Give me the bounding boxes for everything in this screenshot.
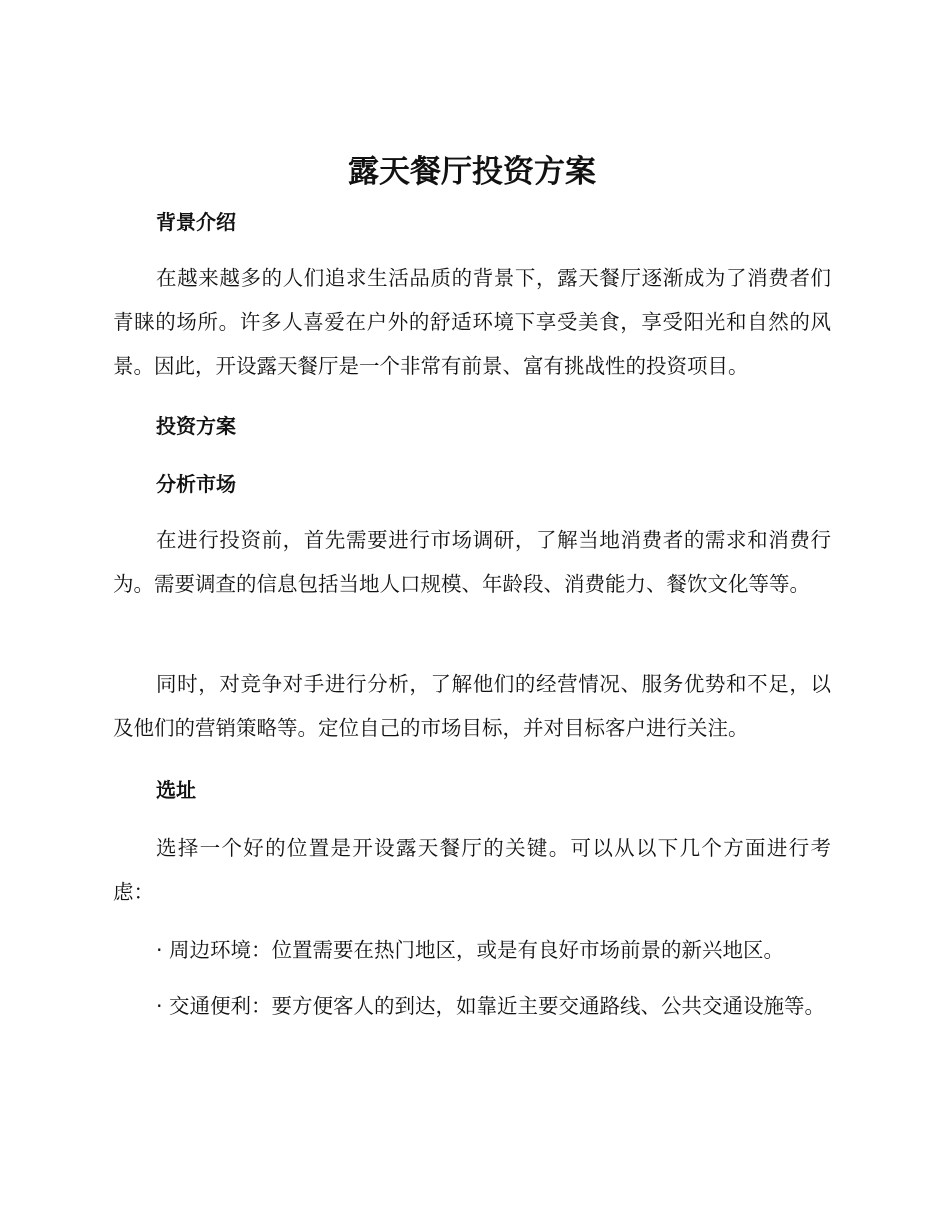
document-title: 露天餐厅投资方案	[348, 154, 596, 190]
section-heading-plan: 投资方案	[156, 414, 236, 438]
section-heading-location: 选址	[156, 778, 196, 802]
paragraph-location-intro: 选择一个好的位置是开设露天餐厅的关键。可以从以下几个方面进行考虑：	[113, 836, 831, 904]
bullet-surroundings: · 周边环境：位置需要在热门地区，或是有良好市场前景的新兴地区。	[156, 938, 785, 962]
paragraph-market-research: 在进行投资前，首先需要进行市场调研，了解当地消费者的需求和消费行为。需要调查的信息包括当地人口规模、年龄段、消费能力、餐饮文化等等。	[113, 528, 831, 596]
bullet-transportation: · 交通便利：要方便客人的到达，如靠近主要交通路线、公共交通设施等。	[156, 994, 826, 1018]
section-heading-market: 分析市场	[156, 472, 236, 496]
section-heading-background: 背景介绍	[156, 210, 236, 234]
paragraph-background: 在越来越多的人们追求生活品质的背景下，露天餐厅逐渐成为了消费者们青睐的场所。许多人喜爱在户外的舒适环境下享受美食，享受阳光和自然的风景。因此，开设露天餐厅是一个非常有前景、富有挑战性的投资项目。	[113, 266, 831, 378]
paragraph-competitor-analysis: 同时，对竞争对手进行分析，了解他们的经营情况、服务优势和不足，以及他们的营销策略等。定位自己的市场目标，并对目标客户进行关注。	[113, 672, 831, 740]
